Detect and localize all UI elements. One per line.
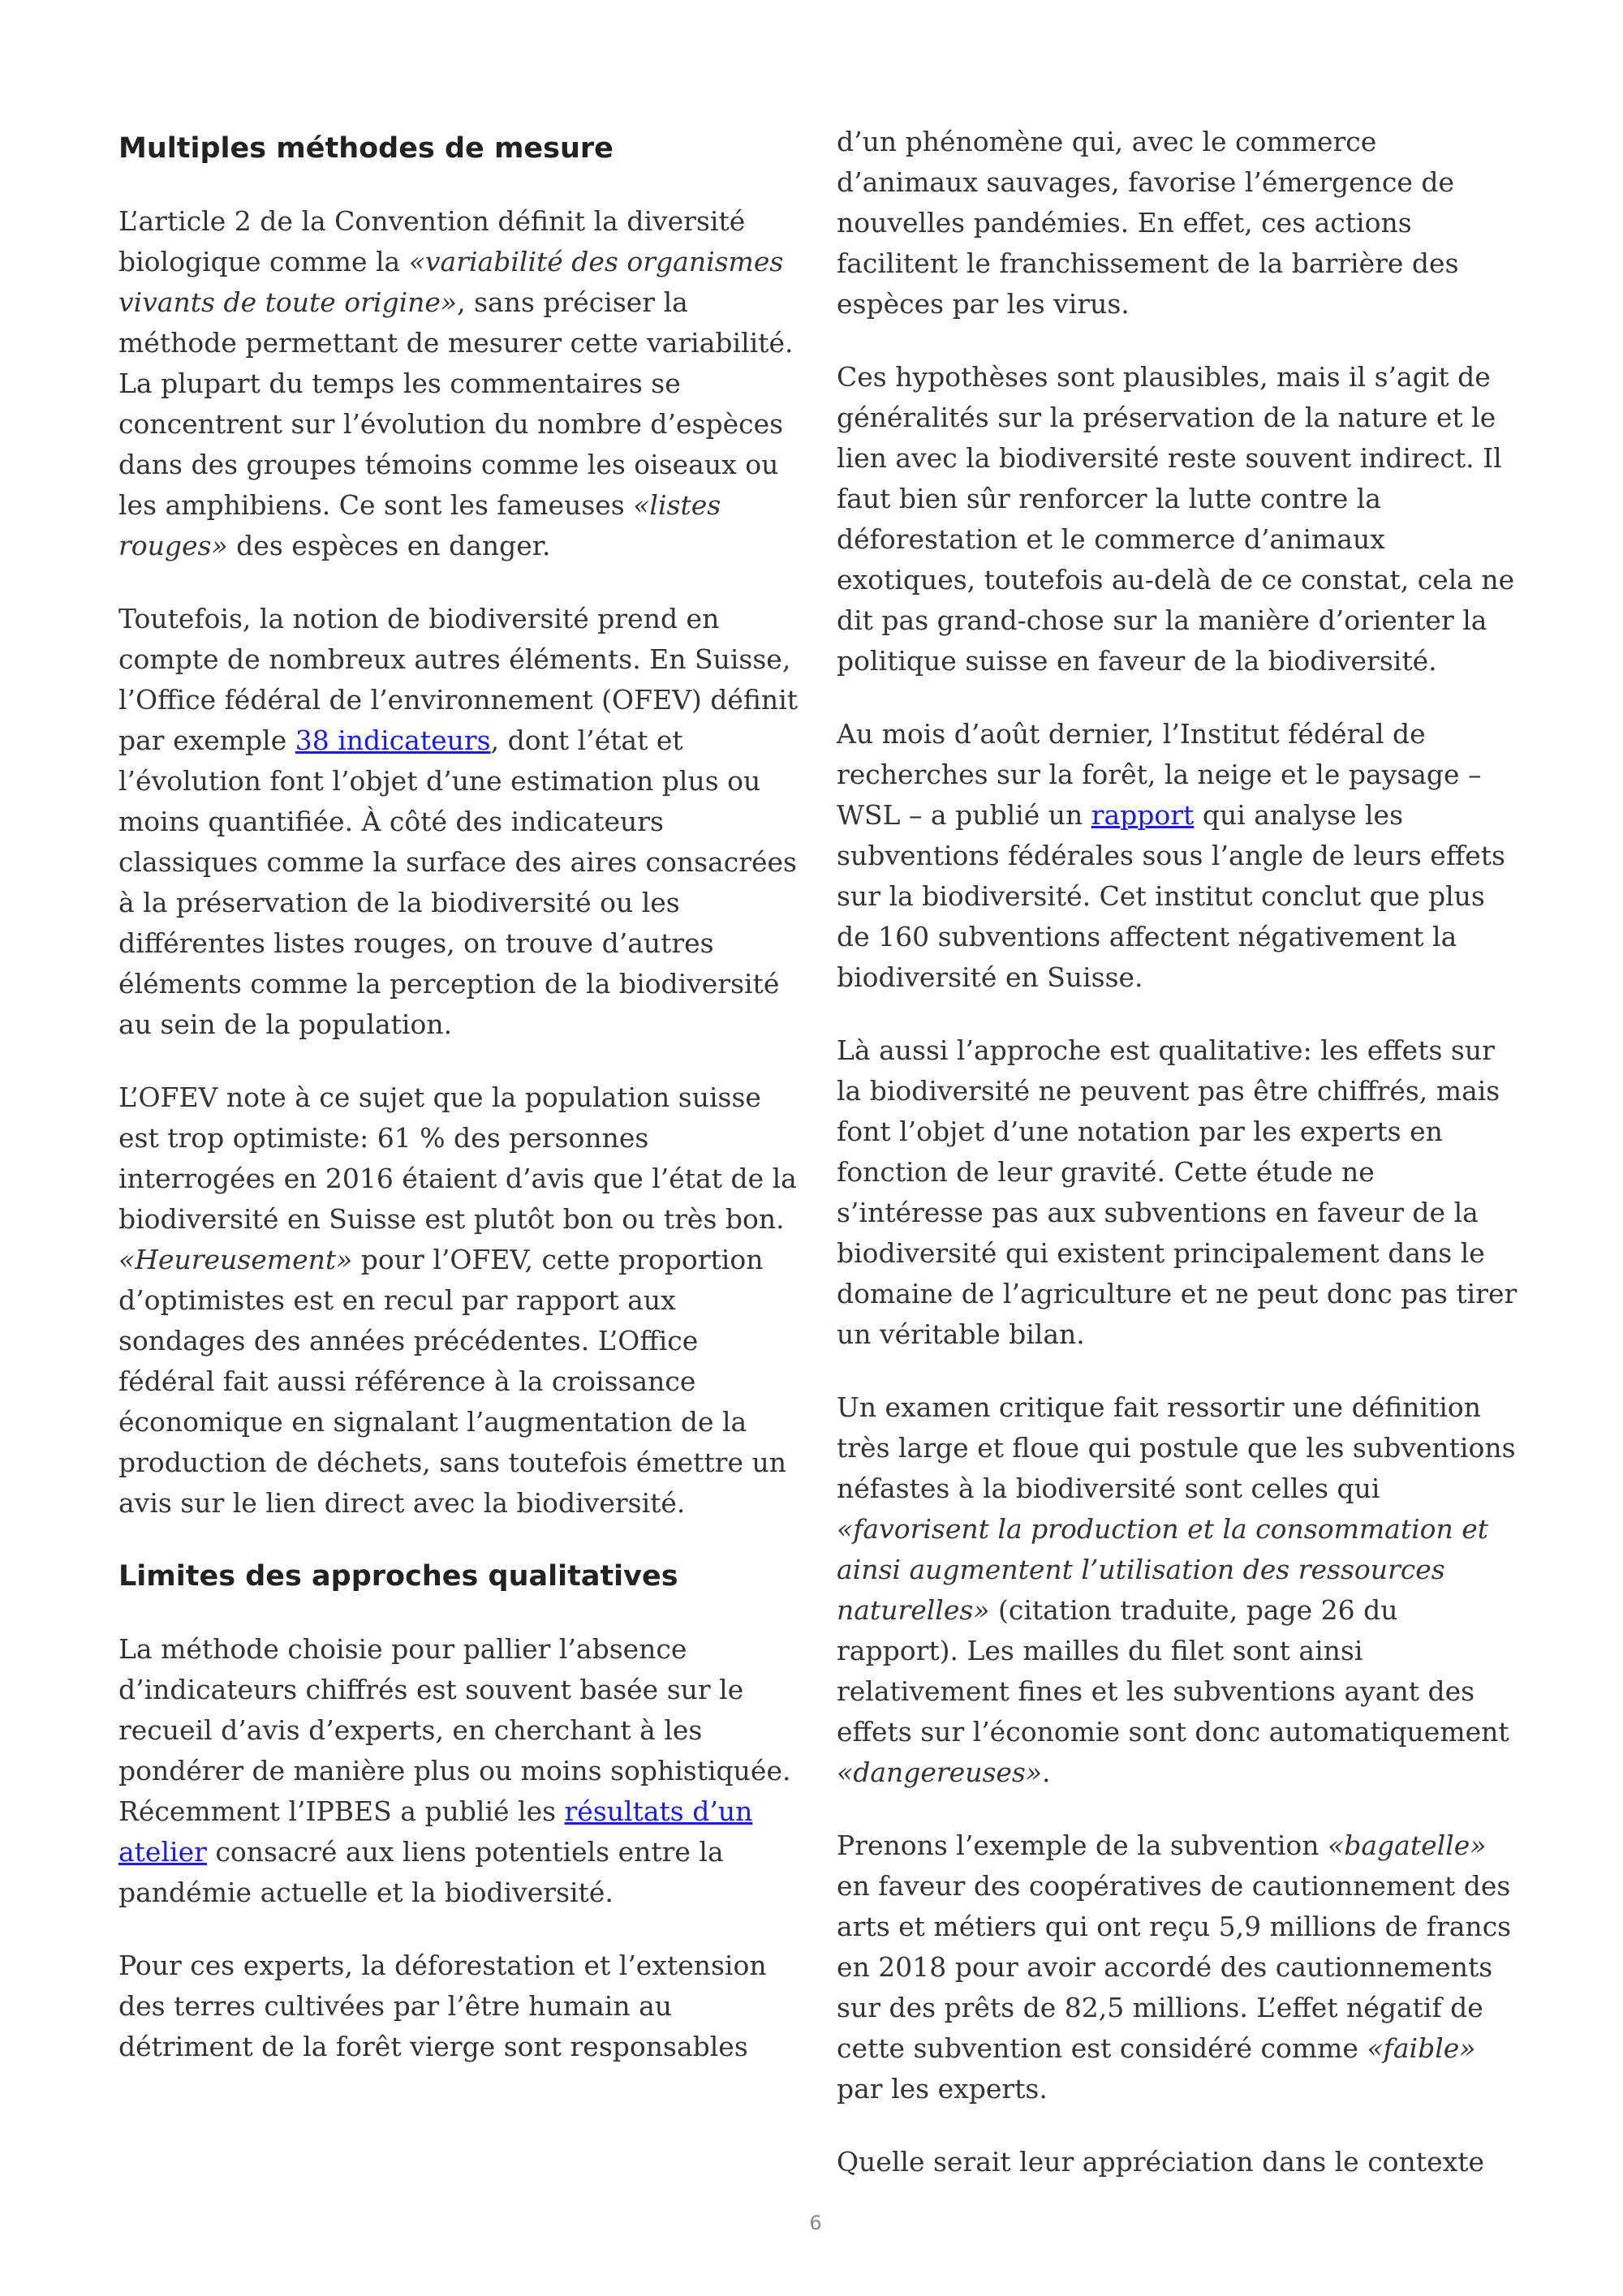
text-run: (citation traduite, page 26 du rapport). Les mailles du filet sont ainsi relativement fines et les subventions ayant des effets sur l’économie sont donc automatiquement [837, 1594, 1509, 1748]
paragraph [837, 1825, 1522, 2109]
page-number: 6 [809, 2212, 822, 2234]
link-38-indicateurs[interactable]: 38 indicateurs [295, 724, 491, 756]
quote-text: «dangereuses» [837, 1756, 1043, 1788]
paragraph [118, 1629, 800, 1913]
text-run: Prenons l’exemple de la subvention [837, 1829, 1328, 1861]
quote-text: «faible» [1367, 2032, 1476, 2064]
text-run: consacré aux liens potentiels entre la pandémie actuelle et la biodiversité. [118, 1836, 724, 1908]
paragraph: Quelle serait leur appréciation dans le contexte [837, 2146, 1484, 2178]
text-run: Au mois d’août dernier, l’Institut fédéral de recherches sur la forêt, la neige et le paysage – WSL – a publié un [837, 718, 1482, 831]
quote-text: «listes rouges» [118, 489, 721, 561]
paragraph: d’un phénomène qui, avec le commerce d’animaux sauvages, favorise l’émergence de nouvelles pandémies. En effet, ces actions facilitent le franchissement de la barrière des espèces par les virus. [837, 126, 1459, 320]
paragraph: Pour ces experts, la déforestation et l’extension des terres cultivées par l’être humain au détriment de la forêt vierge sont responsables [118, 1950, 767, 2062]
section-heading-limites: Limites des approches qualitatives [118, 1560, 678, 1593]
paragraph [118, 201, 800, 566]
paragraph: Là aussi l’approche est qualitative: les effets sur la biodiversité ne peuvent pas être chiffrés, mais font l’objet d’une notation par les experts en fonction de leur gravité. Cette étude ne s’intéresse pas aux subventions en faveur de la biodiversité qui existent principalement dans le domaine de l’agriculture et ne peut donc pas tirer un véritable bilan. [837, 1034, 1518, 1350]
paragraph: Ces hypothèses sont plausibles, mais il s’agit de généralités sur la préservation de la nature et le lien avec la biodiversité reste souvent indirect. Il faut bien sûr renforcer la lutte contre la déforestation et le commerce d’animaux exotiques, toutefois au-delà de ce constat, cela ne dit pas grand-chose sur la manière d’orienter la politique suisse en faveur de la biodiversité. [837, 361, 1515, 677]
quote-text: «favorisent la production et la consommation et ainsi augmentent l’utilisation des ressources naturelles» [837, 1513, 1489, 1626]
text-run: Toutefois, la notion de biodiversité prend en compte de nombreux autres éléments. En Suisse, l’Office fédéral de l’environnement (OFEV) définit par exemple [118, 603, 799, 756]
quote-text: «Heureusement» [118, 1244, 353, 1275]
text-run: La méthode choisie pour pallier l’absence d’indicateurs chiffrés est souvent basée sur le recueil d’avis d’experts, en cherchant à les pondérer de manière plus ou moins sophistiquée. Récemment l’IPBES a publié les [118, 1633, 791, 1827]
link-rapport[interactable]: rapport [1091, 799, 1195, 831]
text-run: . [1042, 1756, 1051, 1788]
quote-text: «variabilité des organismes vivants de toute origine» [118, 246, 784, 318]
text-run: , sans préciser la méthode permettant de mesurer cette variabilité. La plupart du temps les commentaires se concentrent sur l’évolution du nombre d’espèces dans des groupes témoins comme les oiseaux ou les amphibiens. Ce sont les fameuses [118, 286, 794, 521]
section-heading-mesure: Multiples méthodes de mesure [118, 132, 613, 165]
text-run: , dont l’état et l’évolution font l’objet d’une estimation plus ou moins quantifiée. À côté des indicateurs classiques comme la surface des aires consacrées à la préservation de la biodiversité ou les différentes listes rouges, on trouve d’autres éléments comme la perception de la biodiversité au sein de la population. [118, 724, 797, 1040]
quote-text: «bagatelle» [1328, 1829, 1487, 1861]
paragraph [837, 714, 1522, 998]
paragraph [837, 1387, 1522, 1793]
text-run: qui analyse les subventions fédérales sous l’angle de leurs effets sur la biodiversité. Cet institut conclut que plus de 160 subventions affectent négativement la biodiversité en Suisse. [837, 799, 1505, 993]
left-column [118, 128, 800, 2100]
paragraph [118, 1077, 800, 1524]
link-resultats-atelier[interactable]: résultats d’un atelier [118, 1795, 753, 1868]
text-run: L’OFEV note à ce sujet que la population suisse est trop optimiste: 61 % des personnes interrogées en 2016 étaient d’avis que l’état de la biodiversité en Suisse est plutôt bon ou très bon. [118, 1081, 797, 1235]
text-run: Un examen critique fait ressortir une définition très large et floue qui postule que les subventions néfastes à la biodiversité sont celles qui [837, 1391, 1516, 1504]
text-run: des espèces en danger. [227, 530, 551, 561]
text-run: en faveur des coopératives de cautionnement des arts et métiers qui ont reçu 5,9 millions de francs en 2018 pour avoir accordé des cautionnements sur des prêts de 82,5 millions. L’effet négatif de cette subvention est considéré comme [837, 1870, 1512, 2064]
paragraph [118, 599, 800, 1045]
right-column [837, 122, 1522, 2215]
text-run: par les experts. [837, 2073, 1048, 2105]
text-run: L’article 2 de la Convention définit la diversité biologique comme la [118, 205, 746, 277]
text-run: pour l’OFEV, cette proportion d’optimistes est en recul par rapport aux sondages des années précédentes. L’Office fédéral fait aussi référence à la croissance économique en signalant l’augmentation de la production de déchets, sans toutefois émettre un avis sur le lien direct avec la biodiversité. [118, 1244, 786, 1519]
